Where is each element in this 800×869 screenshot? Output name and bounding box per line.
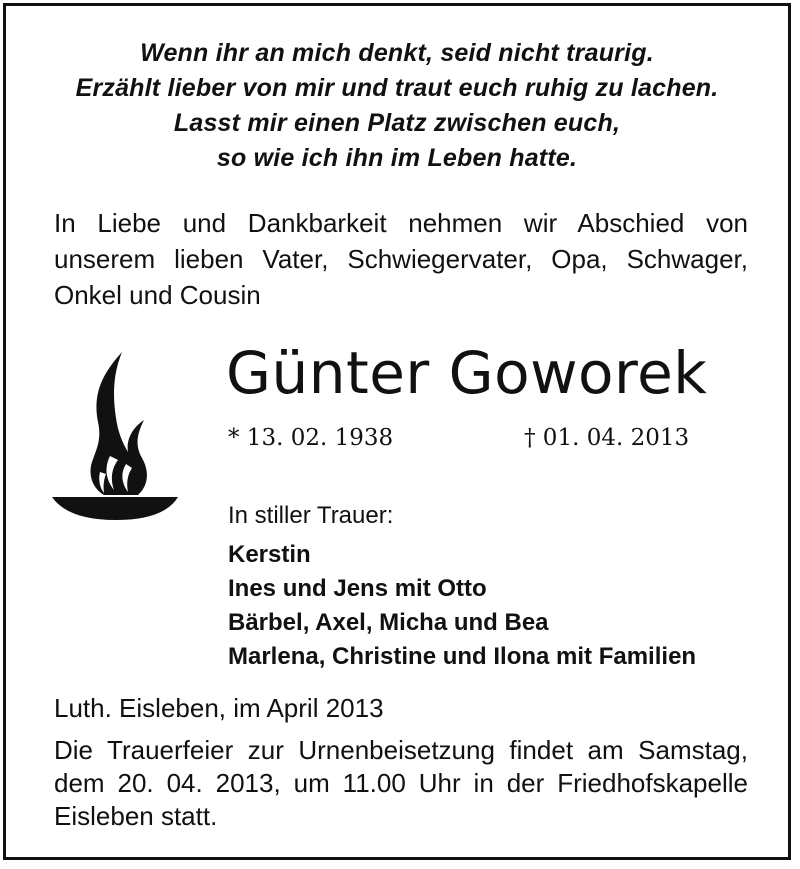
farewell-line: Onkel und Cousin <box>54 280 261 310</box>
flame-bowl-icon <box>52 352 180 522</box>
memorial-verse <box>0 36 794 176</box>
mourner-name: Bärbel, Axel, Micha und Bea <box>228 609 549 636</box>
mourner-name: Kerstin <box>228 541 311 568</box>
service-line: Die Trauerfeier zur Urnenbeisetzung findet am Samstag, <box>54 735 748 765</box>
place-date: Luth. Eisleben, im April 2013 <box>54 693 384 723</box>
birth-date: * 13. 02. 1938 <box>228 425 394 451</box>
service-line: Eisleben statt. <box>54 801 218 831</box>
farewell-line: unserem lieben Vater, Schwiegervater, Opa, Schwager, <box>54 244 748 274</box>
verse-line: Erzählt lieber von mir und traut euch ruhig zu lachen. <box>75 74 719 102</box>
mourner-name: Ines und Jens mit Otto <box>228 575 487 602</box>
service-info <box>54 734 748 833</box>
mourners-label: In stiller Trauer: <box>228 502 394 529</box>
service-line: dem 20. 04. 2013, um 11.00 Uhr in der Friedhofskapelle <box>54 768 748 798</box>
farewell-line: In Liebe und Dankbarkeit nehmen wir Abschied von <box>54 208 748 238</box>
deceased-name: Günter Goworek <box>226 339 708 407</box>
death-date: † 01. 04. 2013 <box>524 425 690 451</box>
mourner-name: Marlena, Christine und Ilona mit Familien <box>228 643 697 670</box>
mourners-list <box>228 538 696 674</box>
farewell-text <box>54 205 748 313</box>
verse-line: so wie ich ihn im Leben hatte. <box>216 144 578 172</box>
verse-line: Lasst mir einen Platz zwischen euch, <box>173 109 621 137</box>
verse-line: Wenn ihr an mich denkt, seid nicht traurig. <box>140 39 654 67</box>
